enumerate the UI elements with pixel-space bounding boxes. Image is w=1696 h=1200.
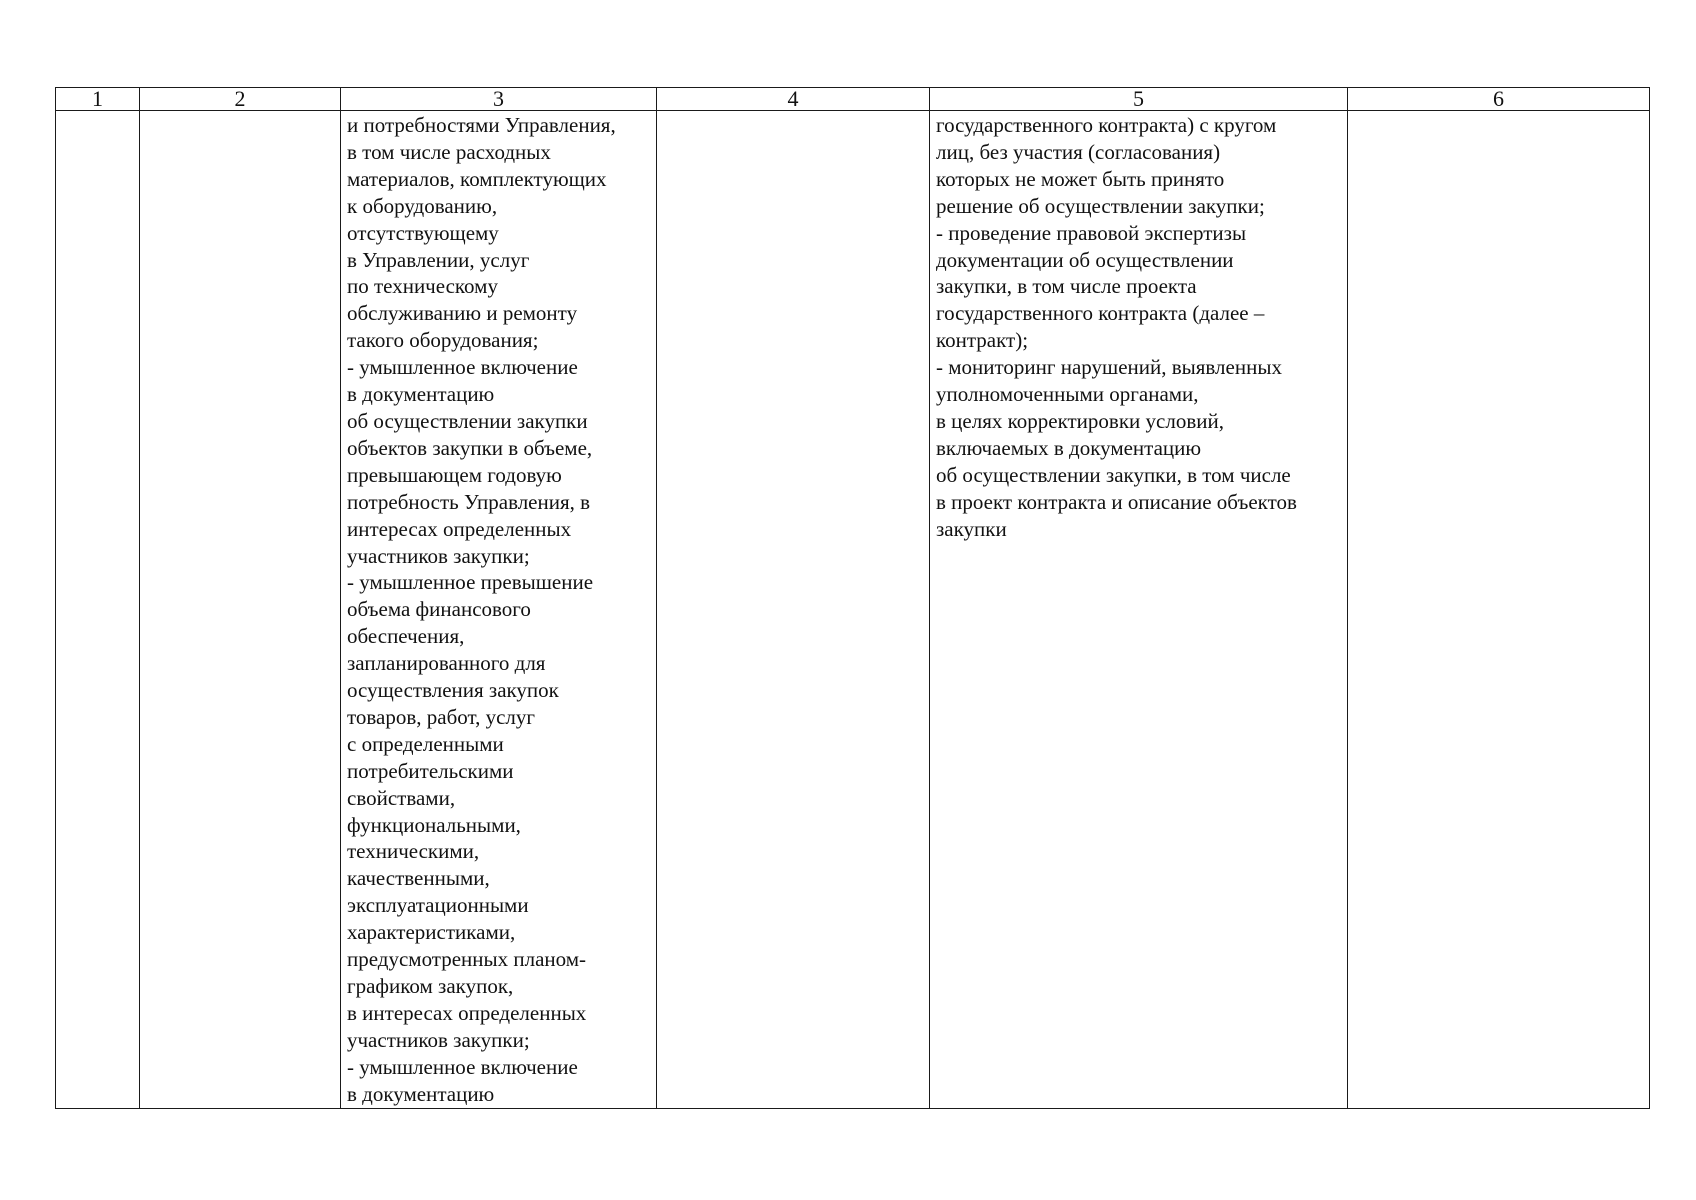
header-cell-1: 1 [56,88,140,111]
text-line: качественными, [347,866,490,891]
text-line: объектов закупки в объеме, [347,435,593,460]
text-line: отсутствующему [347,220,499,245]
text-line: уполномоченными органами, [936,382,1199,407]
text-line: закупки, в том числе проекта [936,274,1197,299]
text-line: с определенными [347,731,504,756]
text-line: запланированного для [347,651,546,676]
text-line: эксплуатационными [347,893,529,918]
body-cell-5 [930,111,1348,1109]
text-line: и потребностями Управления, [347,113,616,137]
text-line: осуществления закупок [347,678,559,703]
text-line: - умышленное превышение [347,570,594,595]
text-line: в документацию [347,382,495,407]
text-line: об осуществлении закупки, в том числе [936,462,1291,487]
text-line: в целях корректировки условий, [936,408,1224,433]
body-cell-1 [56,111,140,1109]
text-line: предусмотренных планом- [347,947,587,972]
text-line: в документацию [347,1081,495,1106]
text-line: потребительскими [347,758,514,783]
text-line: лиц, без участия (согласования) [936,139,1221,164]
body-cell-3 [341,111,657,1109]
text-line: по техническому [347,274,498,299]
text-line: техническими, [347,839,480,864]
body-cell-4 [657,111,930,1109]
text-line: которых не может быть принято [936,166,1225,191]
header-cell-5: 5 [930,88,1348,111]
text-line: - проведение правовой экспертизы [936,220,1247,245]
header-cell-6: 6 [1348,88,1650,111]
text-line: потребность Управления, в [347,489,591,514]
text-line: участников закупки; [347,543,530,568]
text-line: - мониторинг нарушений, выявленных [936,355,1282,380]
header-cell-3: 3 [341,88,657,111]
text-line: к оборудованию, [347,193,498,218]
text-line: материалов, комплектующих [347,166,607,191]
col3-text [341,111,656,1108]
text-line: - умышленное включение [347,355,578,380]
content-row [56,111,1650,1109]
text-line: контракт); [936,328,1029,353]
body-cell-2 [140,111,341,1109]
text-line: государственного контракта) с кругом [936,113,1277,137]
text-line: интересах определенных [347,516,572,541]
text-line: свойствами, [347,785,456,810]
body-cell-6 [1348,111,1650,1109]
text-line: участников закупки; [347,1027,530,1052]
text-line: государственного контракта (далее – [936,301,1265,326]
text-line: функциональными, [347,812,521,837]
text-line: обслуживанию и ремонту [347,301,578,326]
text-line: в интересах определенных [347,1000,587,1025]
text-line: об осуществлении закупки [347,408,588,433]
text-line: в проект контракта и описание объектов [936,489,1297,514]
text-line: решение об осуществлении закупки; [936,193,1265,218]
document-table [55,87,1650,1109]
text-line: товаров, работ, услуг [347,704,536,729]
text-line: документации об осуществлении [936,247,1234,272]
text-line: графиком закупок, [347,974,514,998]
text-line: обеспечения, [347,624,465,649]
text-line: объема финансового [347,597,531,622]
text-line: такого оборудования; [347,328,539,353]
text-line: превышающем годовую [347,462,562,487]
text-line: включаемых в документацию [936,435,1202,460]
text-line: характеристиками, [347,920,516,945]
text-line: - умышленное включение [347,1054,578,1079]
header-cell-2: 2 [140,88,341,111]
header-row [56,88,1650,111]
col5-text [930,111,1347,543]
header-cell-4: 4 [657,88,930,111]
text-line: в Управлении, услуг [347,247,530,272]
text-line: закупки [936,516,1007,541]
text-line: в том числе расходных [347,139,551,164]
